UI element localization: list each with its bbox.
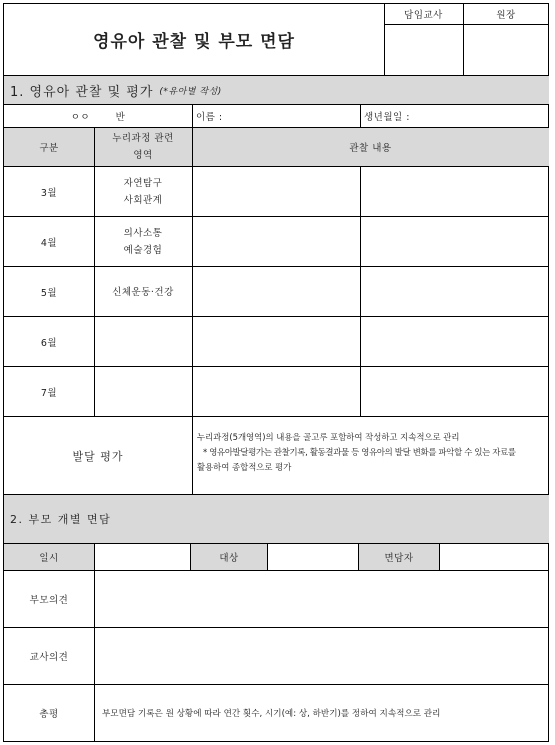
observation-cell-right[interactable] [361,317,548,366]
teacher-opinion-field[interactable] [95,628,548,684]
observation-cell-right[interactable] [361,267,548,316]
observation-cell-left[interactable] [193,267,359,316]
divider [192,105,193,127]
child-name-field[interactable]: 이름 : [196,112,223,123]
development-eval-label: 발달 평가 [72,449,124,463]
col-area-header-line2: 영역 [133,150,153,161]
section2-heading-text: 2. 부모 개별 면담 [10,513,112,526]
summary-label: 총평 [39,709,59,720]
observation-cell-left[interactable] [193,317,359,366]
month-area [94,217,192,267]
date-field[interactable] [95,544,190,570]
section1-note: (*유아별 작성) [159,86,222,97]
area-line1: 의사소통 [123,228,163,239]
summary-text: 부모면담 기록은 원 상황에 따라 연간 횟수, 시기(예: 상, 하반기)를 정하여 지속적으로 관리 [102,709,441,719]
area-line2: 사회관계 [123,195,163,206]
divider [94,544,95,570]
interviewer-field[interactable] [440,544,548,570]
development-eval-content[interactable] [197,430,547,490]
month-area [94,167,192,217]
approval-teacher-label: 담임교사 [404,10,443,21]
eval-line3: 활용하여 종합적으로 평가 [197,462,292,472]
observation-cell-right[interactable] [361,367,548,416]
section1-heading-text: 1. 영유아 관찰 및 평가 [10,84,154,100]
eval-line1: 누리과정(5개영역)의 내용을 골고루 포함하여 작성하고 지속적으로 관리 [197,432,460,442]
parent-opinion-field[interactable] [95,571,548,627]
month-area [94,267,192,317]
area-line1: 자연탐구 [123,178,163,189]
form-title: 영유아 관찰 및 부모 면담 [93,32,295,52]
section2-heading [4,495,549,543]
teacher-opinion-label: 교사의견 [29,652,69,663]
parent-opinion-label: 부모의견 [29,595,69,606]
divider [267,544,268,570]
birthdate-field[interactable]: 생년월일 : [364,112,410,123]
col-area-header-line1: 누리과정 관련 [112,133,174,144]
month-area[interactable] [94,367,192,417]
class-label: ㅇㅇ 반 [70,112,126,123]
divider [190,544,191,570]
divider [439,544,440,570]
col-observation-header: 관찰 내용 [349,143,392,154]
month-label: 7월 [40,388,58,399]
divider [192,128,193,494]
date-label: 일시 [4,544,94,570]
area-line2: 예술경험 [123,245,163,256]
observation-cell-left[interactable] [193,217,359,266]
target-label: 대상 [191,544,267,570]
month-label: 4월 [40,238,58,249]
observation-cell-right[interactable] [361,167,548,216]
observation-cell-right[interactable] [361,217,548,266]
summary-field[interactable] [102,685,547,741]
month-area[interactable] [94,317,192,367]
divider [358,544,359,570]
month-label: 3월 [40,188,58,199]
divider [94,571,95,741]
interviewer-label: 면담자 [359,544,439,570]
divider [360,105,361,127]
divider [94,128,95,417]
month-label: 6월 [40,338,58,349]
section1-heading [4,76,549,104]
area-line1: 신체운동·건강 [112,286,174,298]
approval-teacher-sign-box[interactable] [385,25,462,75]
eval-line2: * 영유아발달평가는 관찰기록, 활동결과물 등 영유아의 발달 변화를 파악할 수 있는 자료를 [203,447,516,457]
target-field[interactable] [268,544,358,570]
divider [360,167,361,417]
observation-cell-left[interactable] [193,367,359,416]
col-division-header: 구분 [39,143,59,154]
col-area-header [94,128,192,166]
approval-director-label: 원장 [496,10,516,21]
approval-director-sign-box[interactable] [464,25,548,75]
observation-cell-left[interactable] [193,167,359,216]
month-label: 5월 [40,288,58,299]
